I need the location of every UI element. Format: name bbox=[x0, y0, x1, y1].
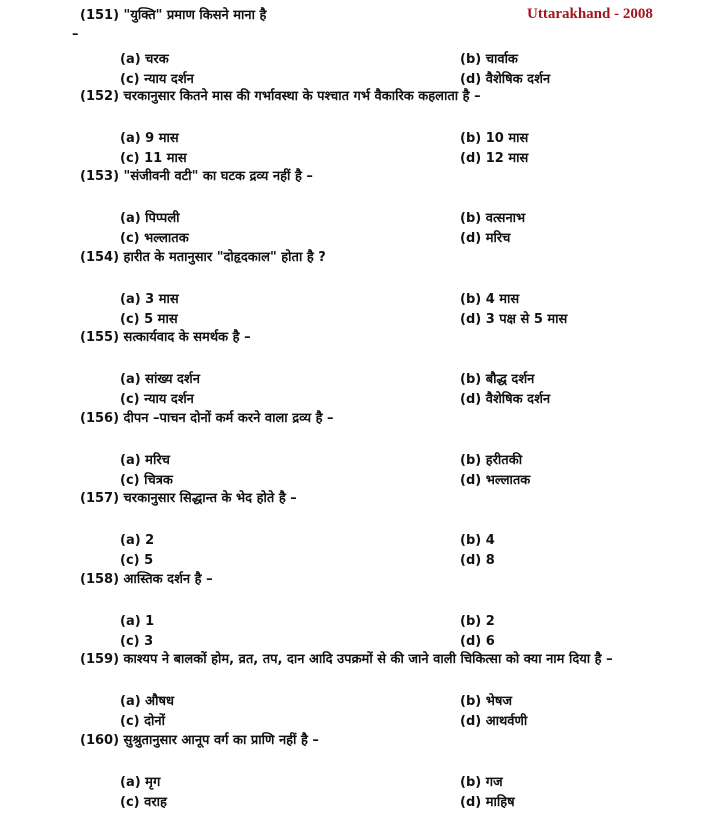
option-d: (d) वैशेषिक दर्शन bbox=[460, 392, 551, 407]
option-b: (b) 4 bbox=[460, 533, 495, 548]
option-b: (b) 10 मास bbox=[460, 130, 529, 146]
option-c: (c) वराह bbox=[120, 794, 167, 810]
option-a: (a) 1 bbox=[120, 613, 155, 629]
question-continuation-dash: – bbox=[72, 27, 79, 42]
option-a: (a) पिप्पली bbox=[120, 211, 180, 226]
question-text: (152) चरकानुसार कितने मास की गर्भावस्था के पश्चात गर्भ वैकारिक कहलाता है – bbox=[80, 88, 481, 104]
option-c: (c) दोनों bbox=[120, 714, 165, 729]
option-c: (c) 5 bbox=[120, 553, 154, 568]
question-159 bbox=[0, 652, 723, 733]
option-a: (a) 3 मास bbox=[120, 291, 179, 307]
option-c: (c) 5 मास bbox=[120, 311, 178, 327]
question-text: (153) "संजीवनी वटी" का घटक द्रव्य नहीं है – bbox=[80, 169, 313, 184]
option-a: (a) मरिच bbox=[120, 452, 170, 468]
option-c: (c) चित्रक bbox=[120, 472, 173, 488]
question-158 bbox=[0, 572, 723, 653]
option-b: (b) हरीतकी bbox=[460, 452, 523, 468]
question-text: (157) चरकानुसार सिद्धान्त के भेद होते है – bbox=[80, 491, 297, 506]
option-c: (c) भल्लातक bbox=[120, 231, 189, 246]
option-b: (b) 2 bbox=[460, 613, 495, 629]
option-d: (d) 6 bbox=[460, 633, 495, 649]
question-156 bbox=[0, 411, 723, 492]
option-a: (a) 9 मास bbox=[120, 130, 179, 146]
option-c: (c) न्याय दर्शन bbox=[120, 72, 194, 87]
question-157 bbox=[0, 491, 723, 572]
question-text: (160) सुश्रुतानुसार आनूप वर्ग का प्राणि नहीं है – bbox=[80, 732, 319, 748]
question-155 bbox=[0, 330, 723, 411]
question-text: (158) आस्तिक दर्शन है – bbox=[80, 571, 213, 587]
option-d: (d) मरिच bbox=[460, 231, 511, 246]
option-b: (b) वत्सनाभ bbox=[460, 211, 526, 226]
option-a: (a) चरक bbox=[120, 52, 169, 67]
option-c: (c) न्याय दर्शन bbox=[120, 392, 194, 407]
question-text: (151) "युक्ति" प्रमाण किसने माना है bbox=[80, 8, 267, 23]
option-b: (b) 4 मास bbox=[460, 291, 520, 307]
question-text: (159) काश्यप ने बालकों होम, व्रत, तप, दान आदि उपक्रमों से की जाने वाली चिकित्सा को क्या नाम दिया है – bbox=[80, 652, 613, 667]
option-b: (b) भेषज bbox=[460, 694, 513, 709]
option-d: (d) भल्लातक bbox=[460, 472, 531, 488]
option-b: (b) गज bbox=[460, 774, 503, 790]
option-d: (d) आथर्वणी bbox=[460, 714, 528, 729]
option-d: (d) 8 bbox=[460, 553, 495, 568]
question-153 bbox=[0, 169, 723, 250]
option-b: (b) चार्वाक bbox=[460, 52, 518, 67]
exam-source-badge: Uttarakhand - 2008 bbox=[527, 6, 653, 22]
option-d: (d) 12 मास bbox=[460, 150, 529, 166]
option-a: (a) औषध bbox=[120, 694, 174, 709]
option-a: (a) 2 bbox=[120, 533, 155, 548]
question-text: (154) हारीत के मतानुसार "दोहृदकाल" होता है ? bbox=[80, 249, 326, 265]
question-151 bbox=[0, 8, 723, 89]
question-152 bbox=[0, 89, 723, 170]
option-d: (d) वैशेषिक दर्शन bbox=[460, 72, 551, 87]
option-b: (b) बौद्ध दर्शन bbox=[460, 372, 535, 387]
option-c: (c) 3 bbox=[120, 633, 154, 649]
question-text: (155) सत्कार्यवाद के समर्थक है – bbox=[80, 330, 251, 345]
option-d: (d) 3 पक्ष से 5 मास bbox=[460, 311, 568, 327]
question-160 bbox=[0, 733, 723, 814]
option-d: (d) माहिष bbox=[460, 794, 515, 810]
option-a: (a) मृग bbox=[120, 774, 161, 790]
question-text: (156) दीपन –पाचन दोनों कर्म करने वाला द्रव्य है – bbox=[80, 410, 334, 426]
question-list bbox=[0, 8, 723, 813]
option-c: (c) 11 मास bbox=[120, 150, 187, 166]
option-a: (a) सांख्य दर्शन bbox=[120, 372, 200, 387]
question-154 bbox=[0, 250, 723, 331]
